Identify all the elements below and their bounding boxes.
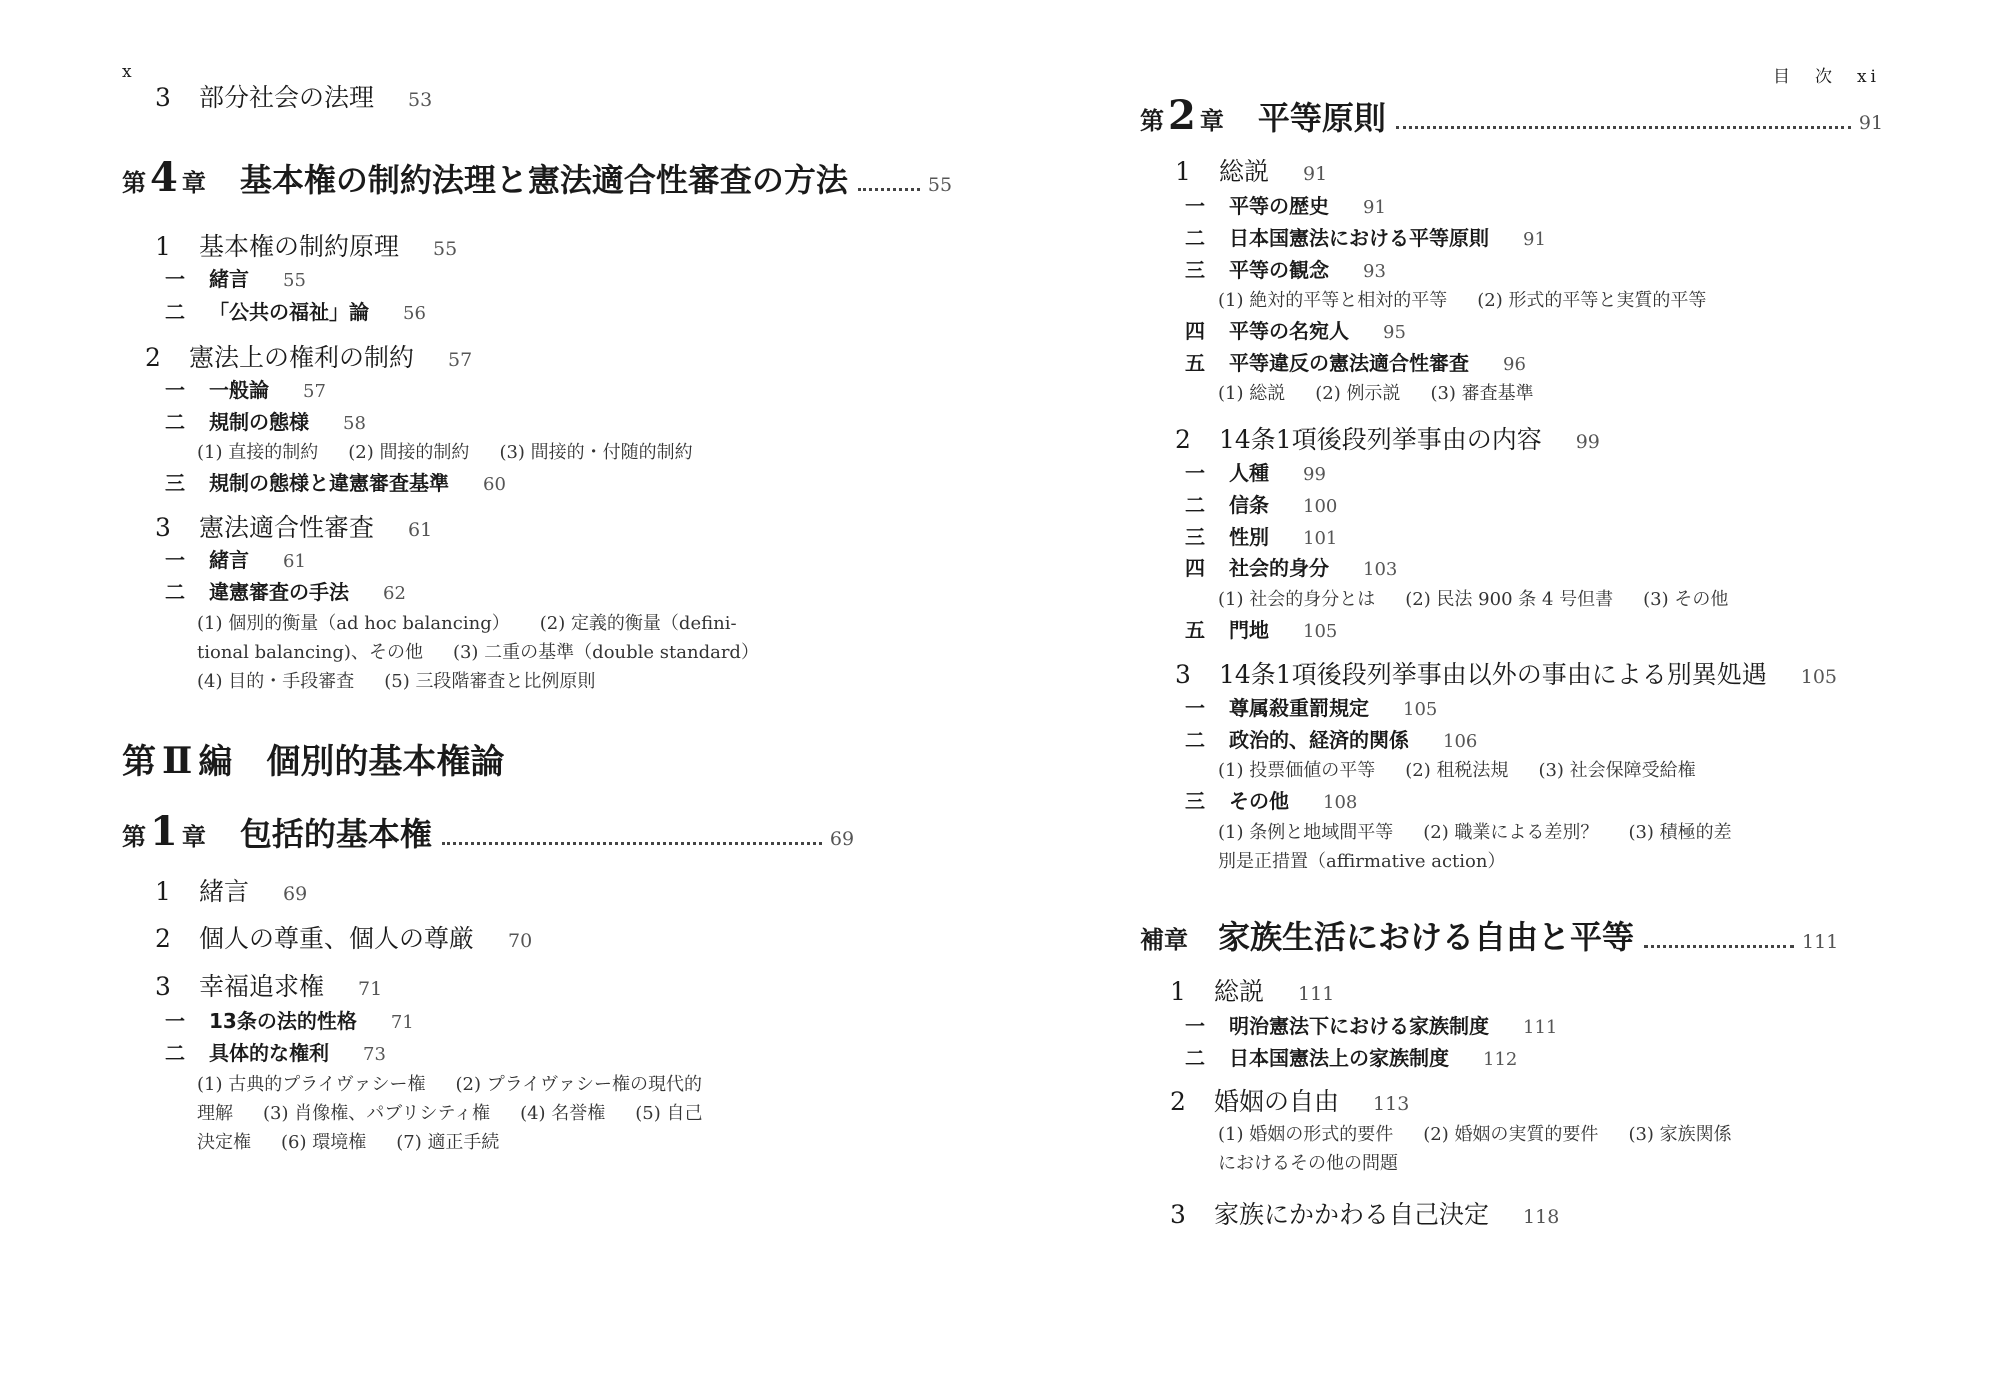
section-title: 緒言	[199, 877, 250, 906]
page-number: 99	[1575, 431, 1600, 453]
page-number: 91	[1523, 229, 1546, 250]
subsection-number: 三	[1185, 525, 1205, 549]
page-number: 70	[508, 930, 533, 952]
section-number: 1	[155, 877, 171, 906]
page-number: 55	[927, 174, 953, 196]
subsection-number: 一	[1185, 461, 1205, 485]
chapter-number: 2	[1168, 92, 1196, 139]
subitem: (4) 名誉権	[520, 1103, 606, 1124]
page-number: 71	[358, 978, 383, 1000]
section-title: 総説	[1214, 977, 1265, 1006]
section-number: 2	[145, 343, 161, 372]
leader-dots	[1644, 945, 1794, 948]
chapter-prefix: 補章	[1140, 925, 1188, 954]
chapter-prefix: 第	[1140, 106, 1164, 135]
subitem: (2) 租税法規	[1405, 760, 1509, 781]
subitem-line	[1218, 585, 1728, 611]
subitem: (2) 形式的平等と実質的平等	[1477, 290, 1707, 311]
page-number: 53	[408, 89, 433, 111]
subsection-number: 一	[165, 548, 185, 572]
subitem: (7) 適正手続	[396, 1132, 500, 1153]
subsection-number: 一	[1185, 194, 1205, 218]
section-number: 2	[155, 924, 171, 953]
section-title: 14条1項後段列挙事由以外の事由による別異処遇	[1219, 660, 1767, 689]
subsection-entry	[1185, 457, 1326, 486]
part-suffix: 編	[198, 742, 233, 782]
subsection-number: 五	[1185, 351, 1205, 375]
subitem: (3) 肖像権、パブリシティ権	[263, 1103, 491, 1124]
page-number: 56	[403, 303, 426, 324]
subitem-line	[197, 638, 759, 664]
page-number: 111	[1523, 1017, 1558, 1038]
subsection-title: 平等の歴史	[1229, 194, 1329, 218]
section-number: 1	[1175, 157, 1191, 186]
subsection-title: 「公共の福祉」論	[209, 300, 369, 324]
page-number: 69	[283, 883, 308, 905]
section-entry	[1170, 1195, 1559, 1231]
chapter-suffix: 章	[1199, 106, 1224, 135]
subsection-entry	[1185, 1042, 1517, 1071]
subsection-title: 一般論	[209, 378, 269, 402]
chapter-prefix: 第	[122, 822, 146, 851]
subitem: (1) 婚姻の形式的要件	[1218, 1124, 1394, 1145]
subitem-line	[197, 1128, 499, 1154]
subsection-entry	[165, 1005, 414, 1034]
page-number: 71	[390, 1012, 414, 1033]
subsection-number: 二	[165, 300, 185, 324]
subitem-line	[1218, 818, 1732, 844]
subsection-number: 二	[1185, 493, 1205, 517]
subitem: (1) 個別的衡量（ad hoc balancing）	[197, 613, 510, 634]
section-title: 基本権の制約原理	[199, 232, 400, 261]
subitem: (2) 例示説	[1315, 383, 1401, 404]
section-title: 家族にかかわる自己決定	[1214, 1200, 1490, 1229]
running-head-right: 目 次 xi	[1772, 67, 1880, 87]
page-number: 100	[1303, 496, 1338, 517]
chapter-title: 基本権の制約法理と憲法適合性審査の方法	[239, 161, 848, 199]
subitem-line	[197, 1070, 702, 1096]
leader-dots	[858, 188, 920, 191]
subsection-entry	[165, 374, 326, 403]
leader-dots	[1396, 126, 1851, 129]
subitem-line	[1218, 756, 1696, 782]
page-number: 106	[1443, 731, 1478, 752]
section-title: 幸福追求権	[199, 972, 325, 1001]
subsection-entry	[165, 296, 426, 325]
subitem: (3) 積極的差	[1628, 822, 1732, 843]
section-title: 憲法適合性審査	[199, 513, 375, 542]
chapter-suffix: 章	[181, 168, 206, 197]
subsection-number: 五	[1185, 618, 1205, 642]
chapter-title: 包括的基本権	[239, 815, 432, 853]
subsection-number: 一	[1185, 696, 1205, 720]
subsection-title: 平等の観念	[1229, 258, 1329, 282]
subsection-title: 門地	[1229, 618, 1269, 642]
subsection-entry	[165, 467, 506, 496]
subsection-title: 具体的な権利	[209, 1041, 329, 1065]
subitem: (1) 投票価値の平等	[1218, 760, 1376, 781]
subitem: (2) 婚姻の実質的要件	[1423, 1124, 1599, 1145]
subsection-title: その他	[1229, 789, 1289, 813]
section-title: 憲法上の権利の制約	[189, 343, 415, 372]
section-title: 14条1項後段列挙事由の内容	[1219, 425, 1542, 454]
chapter-number: 1	[150, 808, 178, 855]
page-number: 105	[1800, 666, 1837, 688]
section-title: 総説	[1219, 157, 1270, 186]
subsection-entry	[1185, 222, 1546, 251]
subsection-entry	[1185, 190, 1386, 219]
subitem: (2) 定義的衡量（defini-	[539, 613, 737, 634]
chapter-title: 家族生活における自由と平等	[1218, 918, 1635, 956]
page-number: 61	[408, 519, 433, 541]
section-number: 2	[1175, 425, 1191, 454]
subsection-title: 明治憲法下における家族制度	[1229, 1014, 1489, 1038]
subsection-entry	[1185, 254, 1386, 283]
page-number: 101	[1303, 528, 1338, 549]
section-entry	[1170, 1082, 1409, 1118]
section-entry	[1175, 655, 1837, 691]
subsection-title: 性別	[1229, 525, 1269, 549]
subsection-title: 日本国憲法における平等原則	[1229, 226, 1489, 250]
leader-dots	[442, 842, 822, 845]
subsection-title: 規制の態様	[209, 410, 309, 434]
page-number: 111	[1802, 931, 1839, 953]
subitem-line	[197, 667, 595, 693]
page-number: 73	[363, 1044, 386, 1065]
section-number: 2	[1170, 1087, 1186, 1116]
page-number: 112	[1483, 1049, 1518, 1070]
chapter-suffix: 章	[181, 822, 206, 851]
subitem: (3) その他	[1643, 589, 1729, 610]
section-title: 婚姻の自由	[1214, 1087, 1340, 1116]
subsection-entry	[1185, 1010, 1557, 1039]
subsection-entry	[1185, 347, 1526, 376]
section-entry	[155, 872, 307, 908]
subsection-number: 一	[165, 1009, 185, 1033]
subsection-entry	[165, 1037, 386, 1066]
subitem: 決定権	[197, 1132, 251, 1153]
page-number: 58	[343, 413, 366, 434]
section-entry	[1175, 152, 1327, 188]
subitem: (1) 総説	[1218, 383, 1286, 404]
page-number: 91	[1303, 163, 1328, 185]
section-entry	[155, 919, 532, 955]
subsection-number: 二	[1185, 728, 1205, 752]
subsection-title: 尊属殺重罰規定	[1229, 696, 1369, 720]
subsection-number: 四	[1185, 319, 1205, 343]
running-head-left: x	[122, 62, 132, 82]
section-number: 1	[155, 232, 171, 261]
subitem-line	[1218, 1149, 1398, 1175]
section-number: 3	[155, 83, 171, 112]
subsection-number: 一	[165, 378, 185, 402]
subitem: (2) プライヴァシー権の現代的	[455, 1074, 702, 1095]
subsection-title: 緒言	[209, 267, 249, 291]
subitem: (1) 社会的身分とは	[1218, 589, 1376, 610]
subsection-title: 信条	[1229, 493, 1269, 517]
subitem: (2) 間接的制約	[348, 442, 470, 463]
section-entry	[145, 338, 472, 374]
section-entry	[155, 967, 382, 1003]
page-number: 95	[1383, 322, 1406, 343]
chapter-heading	[122, 808, 854, 855]
subsection-title: 人種	[1229, 461, 1269, 485]
section-number: 3	[1175, 660, 1191, 689]
page-number: 91	[1858, 112, 1884, 134]
subsection-number: 三	[165, 471, 185, 495]
subitem-line	[1218, 379, 1534, 405]
section-entry	[1170, 972, 1334, 1008]
subitem: (3) 二重の基準（double standard）	[452, 642, 759, 663]
subsection-entry	[1185, 315, 1406, 344]
subsection-number: 二	[165, 410, 185, 434]
page-number: 57	[303, 381, 326, 402]
subsection-entry	[1185, 724, 1477, 753]
page-number: 55	[283, 270, 306, 291]
subitem: (4) 目的・手段審査	[197, 671, 355, 692]
subitem: (2) 職業による差別？	[1423, 822, 1599, 843]
subitem: (2) 民法 900 条 4 号但書	[1405, 589, 1614, 610]
page-number: 55	[433, 238, 458, 260]
section-number: 3	[1170, 1200, 1186, 1229]
page-number: 118	[1523, 1206, 1560, 1228]
subsection-entry	[1185, 614, 1337, 643]
subitem: (1) 古典的プライヴァシー権	[197, 1074, 426, 1095]
page-number: 105	[1403, 699, 1438, 720]
subitem: (1) 絶対的平等と相対的平等	[1218, 290, 1448, 311]
subsection-title: 日本国憲法上の家族制度	[1229, 1046, 1449, 1070]
subitem: (6) 環境権	[281, 1132, 367, 1153]
page-number: 69	[829, 828, 855, 850]
subitem: におけるその他の問題	[1218, 1153, 1398, 1174]
subsection-number: 四	[1185, 556, 1205, 580]
subitem-line	[1218, 1120, 1732, 1146]
subitem: (3) 家族関係	[1628, 1124, 1732, 1145]
page-number: 93	[1363, 261, 1386, 282]
page-number: 108	[1323, 792, 1358, 813]
subitem: (1) 直接的制約	[197, 442, 319, 463]
subitem-line	[1218, 847, 1505, 873]
page-number: 96	[1503, 354, 1526, 375]
page-number: 111	[1298, 983, 1335, 1005]
subitem: 理解	[197, 1103, 233, 1124]
subsection-entry	[165, 406, 366, 435]
part-heading	[122, 734, 504, 783]
subitem-line	[197, 1099, 703, 1125]
chapter-number: 4	[150, 154, 178, 201]
page-number: 57	[448, 349, 473, 371]
subsection-number: 二	[1185, 226, 1205, 250]
subsection-number: 二	[1185, 1046, 1205, 1070]
section-number: 1	[1170, 977, 1186, 1006]
subitem: (1) 条例と地域間平等	[1218, 822, 1394, 843]
section-title: 個人の尊重、個人の尊厳	[199, 924, 475, 953]
subitem-line	[197, 438, 693, 464]
subsection-title: 違憲審査の手法	[209, 580, 349, 604]
part-prefix: 第	[122, 742, 156, 782]
section-number: 3	[155, 972, 171, 1001]
subsection-title: 平等違反の憲法適合性審査	[1229, 351, 1469, 375]
subitem-line	[1218, 286, 1706, 312]
subsection-title: 平等の名宛人	[1229, 319, 1349, 343]
subitem: (3) 間接的・付随的制約	[499, 442, 693, 463]
page-number: 113	[1373, 1093, 1410, 1115]
subitem: tional balancing)、その他	[197, 642, 423, 663]
subitem: (5) 三段階審査と比例原則	[384, 671, 596, 692]
subitem: (5) 自己	[635, 1103, 703, 1124]
subsection-entry	[1185, 521, 1337, 550]
subsection-title: 社会的身分	[1229, 556, 1329, 580]
subitem: 別是正措置（affirmative action）	[1218, 851, 1506, 872]
subsection-entry	[1185, 785, 1357, 814]
page-number: 62	[383, 583, 406, 604]
subsection-title: 政治的、経済的関係	[1229, 728, 1409, 752]
page-number: 60	[483, 474, 506, 495]
page-number: 105	[1303, 621, 1338, 642]
chapter-heading	[122, 154, 952, 201]
subsection-entry	[165, 263, 306, 292]
subsection-entry	[165, 576, 406, 605]
subsection-title: 13条の法的性格	[209, 1009, 357, 1033]
section-number: 3	[155, 513, 171, 542]
subitem: (3) 社会保障受給権	[1538, 760, 1696, 781]
chapter-prefix: 第	[122, 168, 146, 197]
page-number: 61	[283, 551, 306, 572]
subsection-number: 三	[1185, 789, 1205, 813]
section-entry	[155, 78, 432, 114]
subsection-entry	[1185, 552, 1397, 581]
subsection-entry	[1185, 692, 1437, 721]
subsection-title: 規制の態様と違憲審査基準	[209, 471, 449, 495]
page-number: 99	[1303, 464, 1326, 485]
part-title: 個別的基本権論	[266, 742, 505, 782]
part-number: Ⅱ	[162, 740, 193, 782]
subsection-number: 一	[1185, 1014, 1205, 1038]
subsection-number: 三	[1185, 258, 1205, 282]
chapter-heading	[1140, 912, 1838, 958]
subsection-number: 二	[165, 1041, 185, 1065]
subsection-entry	[1185, 489, 1337, 518]
section-entry	[155, 227, 457, 263]
section-title: 部分社会の法理	[199, 83, 375, 112]
chapter-heading	[1140, 92, 1883, 139]
subitem: (3) 審査基準	[1430, 383, 1534, 404]
subsection-entry	[165, 544, 306, 573]
section-entry	[155, 508, 432, 544]
section-entry	[1175, 420, 1600, 456]
chapter-title: 平等原則	[1257, 99, 1386, 137]
page-number: 91	[1363, 197, 1386, 218]
subsection-number: 二	[165, 580, 185, 604]
page-number: 103	[1363, 559, 1398, 580]
subsection-title: 緒言	[209, 548, 249, 572]
right-page	[1000, 0, 2000, 1391]
subsection-number: 一	[165, 267, 185, 291]
subitem-line	[197, 609, 737, 635]
